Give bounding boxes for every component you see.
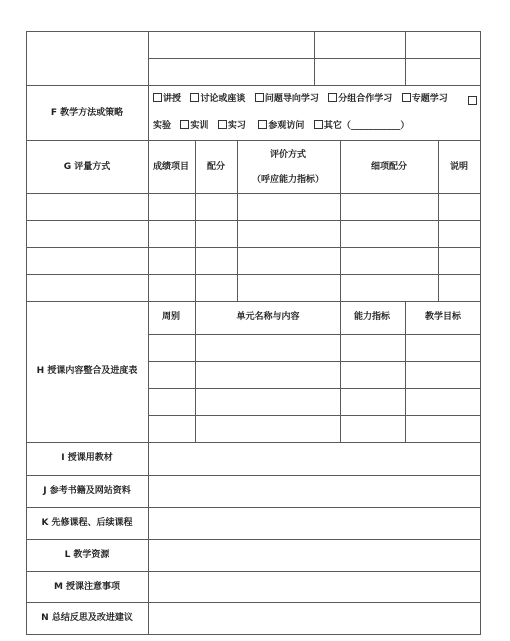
checkbox-icon[interactable] bbox=[180, 120, 189, 129]
column-header-goal: 教学目标 bbox=[424, 312, 462, 322]
column-header-note: 说明 bbox=[449, 162, 469, 172]
checkbox-icon[interactable] bbox=[255, 93, 264, 102]
method-option-other[interactable]: 其它（___________） bbox=[314, 120, 410, 132]
row-label-i: I 授课用教材 bbox=[61, 453, 113, 463]
checkbox-icon[interactable] bbox=[328, 93, 337, 102]
methods-line-1 bbox=[153, 93, 448, 105]
column-header-evaluation-note: （呼应能力指标） bbox=[251, 175, 325, 185]
checkbox-icon[interactable] bbox=[314, 120, 323, 129]
method-option[interactable]: 实训 bbox=[180, 120, 208, 132]
method-option[interactable]: 实习 bbox=[218, 120, 246, 132]
method-option[interactable]: 专题学习 bbox=[402, 93, 448, 105]
method-option[interactable]: 问题导向学习 bbox=[255, 93, 319, 105]
method-option[interactable]: 分组合作学习 bbox=[328, 93, 392, 105]
checkbox-icon[interactable] bbox=[190, 93, 199, 102]
row-label-l: L 教学资源 bbox=[64, 550, 110, 560]
checkbox-icon[interactable] bbox=[402, 93, 411, 102]
method-option[interactable]: 讲授 bbox=[153, 93, 181, 105]
method-option[interactable]: 讨论或座谈 bbox=[190, 93, 245, 105]
column-header-detail-score: 细项配分 bbox=[370, 162, 408, 172]
checkbox-icon[interactable] bbox=[468, 96, 477, 105]
checkbox-icon[interactable] bbox=[218, 120, 227, 129]
method-option[interactable]: 参观访问 bbox=[258, 120, 304, 132]
column-header-score-item: 成绩项目 bbox=[152, 162, 190, 172]
checkbox-icon[interactable] bbox=[258, 120, 267, 129]
row-label-g: G 评量方式 bbox=[63, 162, 111, 172]
column-header-score: 配分 bbox=[206, 162, 226, 172]
row-label-k: K 先修课程、后续课程 bbox=[41, 518, 133, 528]
row-label-n: N 总结反思及改进建议 bbox=[41, 613, 133, 623]
column-header-week: 周别 bbox=[161, 312, 181, 322]
column-header-unit: 单元名称与内容 bbox=[236, 312, 300, 322]
method-option[interactable]: 实验 bbox=[153, 121, 172, 131]
methods-line-2 bbox=[153, 120, 409, 132]
row-label-m: M 授课注意事项 bbox=[53, 582, 121, 592]
column-header-evaluation: 评价方式 bbox=[269, 150, 307, 160]
row-label-h: H 授课内容整合及进度表 bbox=[36, 366, 138, 376]
row-label-j: J 参考书籍及网站资料 bbox=[43, 486, 131, 496]
column-header-ability: 能力指标 bbox=[353, 312, 391, 322]
row-label-f: F 教学方法或策略 bbox=[50, 108, 124, 118]
checkbox-icon[interactable] bbox=[153, 93, 162, 102]
